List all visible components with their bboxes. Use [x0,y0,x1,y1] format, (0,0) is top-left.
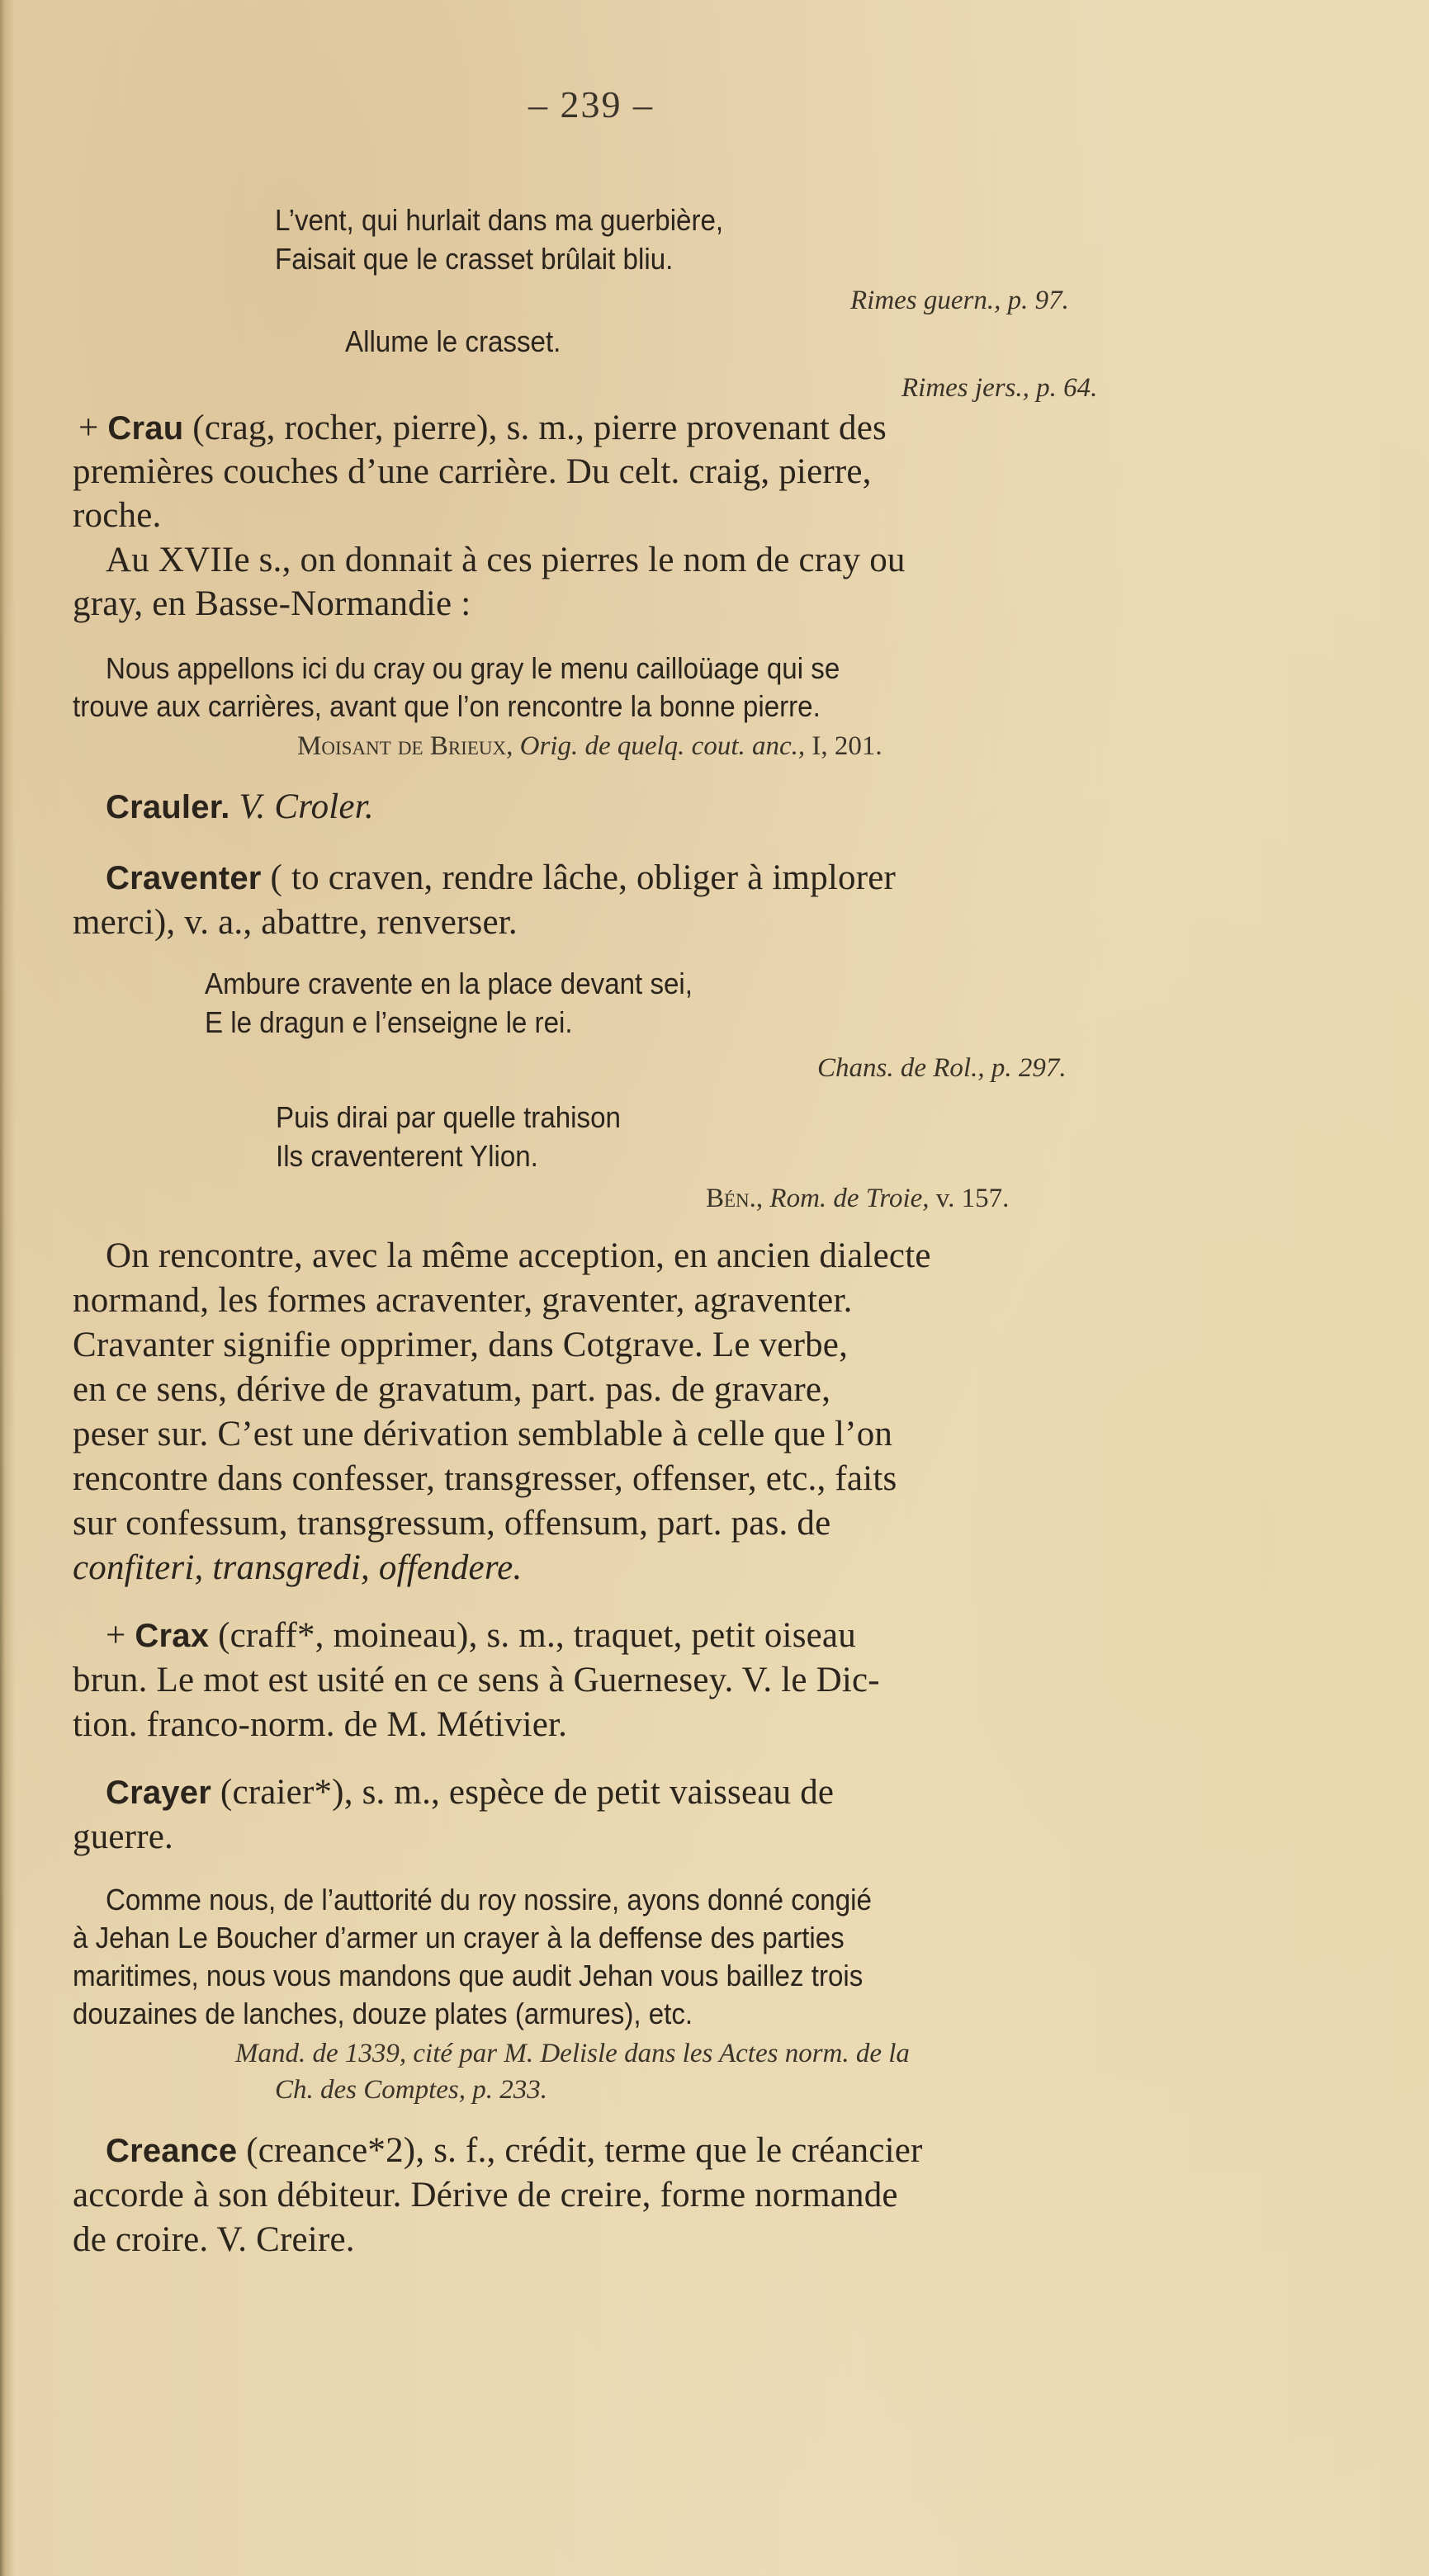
paragraph-line: peser sur. C’est une dérivation semblable à celle que l’on [73,1415,893,1453]
entry-line: accorde à son débiteur. Dérive de creire, forme normande [73,2176,898,2214]
paragraph-line: rencontre dans confesser, transgresser, offenser, etc., faits [73,1459,897,1498]
entry-line: tion. franco-norm. de M. Métivier. [73,1705,568,1744]
quote-line: trouve aux carrières, avant que l’on rencontre la bonne pierre. [73,689,821,723]
quote-line: maritimes, nous vous mandons que audit Jehan vous baillez trois [73,1959,864,1992]
dictionary-entry-crayer [106,1773,834,1813]
entry-line: premières couches d’une carrière. Du celt. craig, pierre, [73,452,872,491]
entry-line: ( to craven, rendre lâche, obliger à implorer [270,858,897,897]
entry-line: de croire. V. Creire. [73,2220,355,2259]
citation: Chans. de Rol., p. 297. [817,1053,1067,1083]
entry-line: (creance*2), s. f., crédit, terme que le créancier [246,2131,923,2170]
citation: Ch. des Comptes, p. 233. [275,2075,547,2105]
headword: Crau [107,410,184,447]
citation: Mand. de 1339, cité par M. Delisle dans les Actes norm. de la [235,2039,910,2068]
entry-line: V. Croler. [239,787,374,826]
dictionary-entry-crau [78,409,1176,448]
headword: Creance [106,2133,238,2169]
paragraph-line: Au XVIIe s., on donnait à ces pierres le nom de cray ou [106,541,906,579]
verse-line: Ambure cravente en la place devant sei, [205,967,693,1000]
entry-line: (craier*), s. m., espèce de petit vaisseau de [220,1773,835,1812]
verse-line: Ils craventerent Ylion. [276,1139,538,1173]
page-number: – 239 – [528,83,654,125]
citation: Rimes jers., p. 64. [901,373,1098,403]
entry-line: merci), v. a., abattre, renverser. [73,903,518,942]
citation [706,1179,1009,1218]
quote-line: douzaines de lanches, douze plates (armures), etc. [73,1997,693,2030]
entry-marker: + [78,409,99,447]
entry-line: guerre. [73,1817,173,1856]
entry-marker: + [106,1616,126,1655]
citation-ref: v. 157. [935,1184,1010,1213]
paragraph-line: en ce sens, dérive de gravatum, part. pas. de gravare, [73,1370,831,1409]
citation-work: Orig. de quelq. cout. anc., [519,731,806,761]
quote-line: à Jehan Le Boucher d’armer un crayer à la deffense des parties [73,1921,845,1954]
dictionary-entry-creance [106,2131,923,2171]
headword: Crax [135,1618,210,1654]
citation-work: Rom. de Troie, [769,1184,930,1213]
verse-line: Allume le crasset. [345,324,561,358]
dictionary-entry-crax [106,1616,856,1656]
headword: Craventer [106,860,262,896]
paragraph-line: confiteri, transgredi, offendere. [73,1548,523,1587]
verse-line: Faisait que le crasset brûlait bliu. [275,242,674,276]
entry-line: (crag, rocher, pierre), s. m., pierre provenant des [192,409,887,447]
citation-author: Moisant de Brieux, [297,731,513,761]
dictionary-entry-craventer [106,858,896,898]
paragraph-line: gray, en Basse-Normandie : [73,584,471,623]
verse-line: Puis dirai par quelle trahison [276,1100,621,1134]
paragraph-line: On rencontre, avec la même acception, en ancien dialecte [106,1236,931,1275]
quote-line: Nous appellons ici du cray ou gray le menu cailloüage qui se [106,651,840,685]
citation-ref: I, 201. [812,731,882,761]
headword: Crauler. [106,789,230,825]
entry-line: brun. Le mot est usité en ce sens à Guernesey. V. le Dic- [73,1661,880,1699]
dictionary-entry-crauler [106,787,374,827]
verse-line: E le dragun e l’enseigne le rei. [205,1005,573,1039]
quote-line: Comme nous, de l’auttorité du roy nossire, ayons donné congié [106,1883,872,1917]
citation: Rimes guern., p. 97. [850,286,1069,315]
entry-line: (craff*, moineau), s. m., traquet, petit oiseau [218,1616,856,1655]
headword: Crayer [106,1775,211,1811]
verse-line: L’vent, qui hurlait dans ma guerbière, [275,203,724,237]
paragraph-line: normand, les formes acraventer, graventer, agraventer. [73,1281,853,1320]
citation-author: Bén., [706,1184,764,1213]
citation [297,726,882,766]
paragraph-line: Cravanter signifie opprimer, dans Cotgrave. Le verbe, [73,1326,849,1364]
paragraph-line: sur confessum, transgressum, offensum, part. pas. de [73,1504,831,1543]
entry-line: roche. [73,496,162,535]
